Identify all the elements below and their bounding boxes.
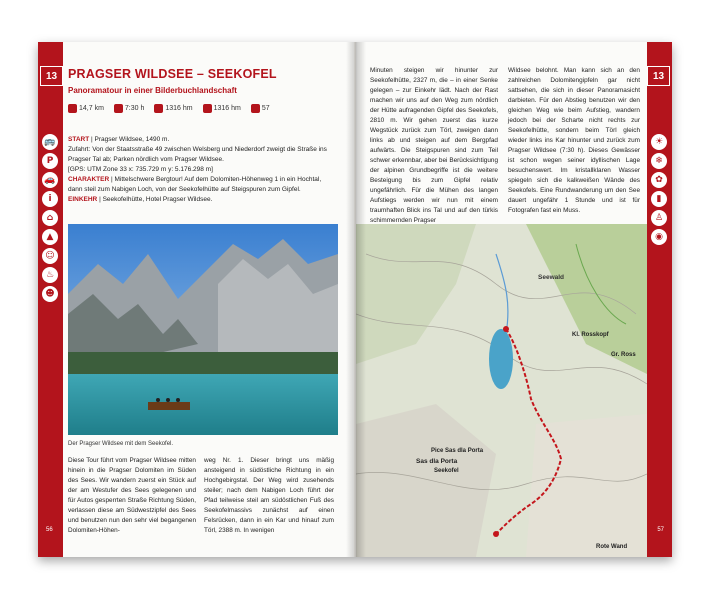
map-label-sas-dla-porta: Sas dla Porta bbox=[416, 458, 458, 465]
fact-distance: 14,7 km bbox=[68, 104, 104, 113]
info-icon: i bbox=[42, 191, 58, 207]
tour-number-tab: 13 bbox=[40, 66, 63, 86]
tour-subtitle: Panoramatour in einer Bilderbuchlandschaft bbox=[68, 86, 237, 95]
left-text-column-1: Diese Tour führt vom Pragser Wildsee mitten hinein in die Pragser Dolomiten im Süden des Sees. Wir wandern zuerst ein Stück auf der am Westufer des Sees gelegenen und für Autos gesperrten Straße Richtung Süden, verlassen diese am Südwestzipfel des Sees und benutzen nun den sehr viel begangenen Dolomiten-Höhen- bbox=[68, 457, 196, 534]
mountain-icon: ▲ bbox=[42, 229, 58, 245]
tour-title: PRAGSER WILDSEE – SEEKOFEL bbox=[68, 67, 277, 81]
descent-icon bbox=[203, 104, 212, 113]
left-page bbox=[38, 42, 354, 557]
sun-icon: ☀ bbox=[651, 134, 667, 150]
child-icon: ☻ bbox=[42, 286, 58, 302]
map-label-seekofel: Seekofel bbox=[434, 468, 459, 474]
right-red-bar bbox=[647, 42, 672, 557]
tour-facts bbox=[68, 104, 270, 113]
fact-duration: 7:30 h bbox=[114, 104, 144, 113]
boot-icon: ▮ bbox=[651, 191, 667, 207]
map-label-pice-sas-dla-porta: Pice Sas dla Porta bbox=[431, 448, 484, 454]
snow-icon: ❄ bbox=[651, 153, 667, 169]
right-text-column-2: Wildsee belohnt. Man kann sich an den zahlreichen Dolomitengipfeln gar nicht sattsehen, die sich in dieser Panoramasicht darbieten. Für den Abstieg benutzen wir den gleichen Weg wie beim Aufstieg, wandern jedoch bei der Scharte nicht rechts zur Seekofelhütte, sondern beim Törl gleich wieder links ins Kar hinunter und zurück zum Pragser Wildsee (7:30 h). Dieses Gewässer ist schon wegen seiner idyllischen Lage besuchenswert. Im kristallklaren Wasser spiegeln sich die kalkweißen Wände des Seekofels. Eine Rundwanderung um den See dauert ungefähr 1 Stunde und ist für Fotografen fast ein Muss. bbox=[508, 67, 640, 214]
right-page-number: 57 bbox=[657, 527, 664, 533]
right-page bbox=[356, 42, 672, 557]
map-label-rote-wand: Rote Wand bbox=[596, 544, 628, 550]
family-icon: ☺ bbox=[42, 248, 58, 264]
camera-icon: ◉ bbox=[651, 229, 667, 245]
fact-map-page: 57 bbox=[251, 104, 270, 113]
flower-icon: ✿ bbox=[651, 172, 667, 188]
parking-icon: P bbox=[42, 153, 58, 169]
clock-icon bbox=[114, 104, 123, 113]
car-icon: 🚗 bbox=[42, 172, 58, 188]
photo-caption: Der Pragser Wildsee mit dem Seekofel. bbox=[68, 441, 174, 447]
map-label-gr-ross: Gr. Ross bbox=[611, 352, 636, 358]
left-icon-column bbox=[42, 134, 59, 305]
topo-map bbox=[356, 224, 647, 557]
open-book bbox=[38, 42, 672, 557]
right-icon-column bbox=[651, 134, 668, 248]
right-text-column-1: Minuten steigen wir hinunter zur Seekofelhütte, 2327 m, die – in einer Senke gelegen – zur Einkehr lädt. Nach der Rast machen wir uns auf den Weg zum nördlich der Hütte aufragenden Gipfel des Seekofels, 2810 m. Wir gehen zuerst das kurze Wegstück zurück zum Törl, zweigen dann links ab und steigen auf dem Bergpfad aufwärts. Die Steigspuren sind zum Teil schwer erkennbar, aber bei Berücksichtigung der alpinen Grundbegriffe ist die weitere Besteigung bis zum Gipfel relativ ungefährlich. Für die Mühen des langen Aufstiegs werden wir nun mit einem traumhaften Blick ins Tal und auf den türkis schimmernden Pragser bbox=[370, 67, 498, 224]
hut-icon: ⌂ bbox=[42, 210, 58, 226]
ascent-icon bbox=[154, 104, 163, 113]
hiker-icon: ♙ bbox=[651, 210, 667, 226]
map-label-kl-rosskopf: Kl. Rosskopf bbox=[572, 332, 609, 338]
tour-number-tab-right: 13 bbox=[647, 66, 670, 86]
lake-photo bbox=[68, 224, 338, 435]
fact-descent: 1316 hm bbox=[203, 104, 241, 113]
distance-icon bbox=[68, 104, 77, 113]
page-icon bbox=[251, 104, 260, 113]
bus-icon: 🚌 bbox=[42, 134, 58, 150]
map-label-seewald: Seewald bbox=[538, 274, 565, 281]
left-page-number: 56 bbox=[46, 527, 53, 533]
fact-ascent: 1316 hm bbox=[154, 104, 192, 113]
restaurant-icon: ♨ bbox=[42, 267, 58, 283]
tour-info-block: START | Pragser Wildsee, 1490 m. Zufahrt: Von der Staatsstraße 49 zwischen Welsberg und Niederdorf zweigt die Straße ins Pragser Tal ab; Parken nördlich vom Pragser Wildsee. [GPS: UTM Zone 33 x: 735.729 m y: 5.176.298 m] CHARAKTER | Mittelschwere Bergtour! Auf dem Dolomiten-Höhenweg 1 in ein Hochtal, dann steil zum Nabigen Loch, von der Seekofelhütte auf Steigspuren zum Gipfel. EINKEHR | Seekofelhütte, Hotel Pragser Wildsee. bbox=[68, 136, 327, 204]
left-text-column-2: weg Nr. 1. Dieser bringt uns mäßig ansteigend in südöstliche Richtung in ein Hochgebirgstal. Der Weg wird zusehends steiler; nach dem Nabigen Loch führt der Pfad teilweise steil am südöstlichen Fuß des Seekofelmassivs zunächst auf einen Felsrücken, dann in ein Kar und hinauf zum Törl, 2388 m. In wenigen bbox=[204, 457, 334, 534]
